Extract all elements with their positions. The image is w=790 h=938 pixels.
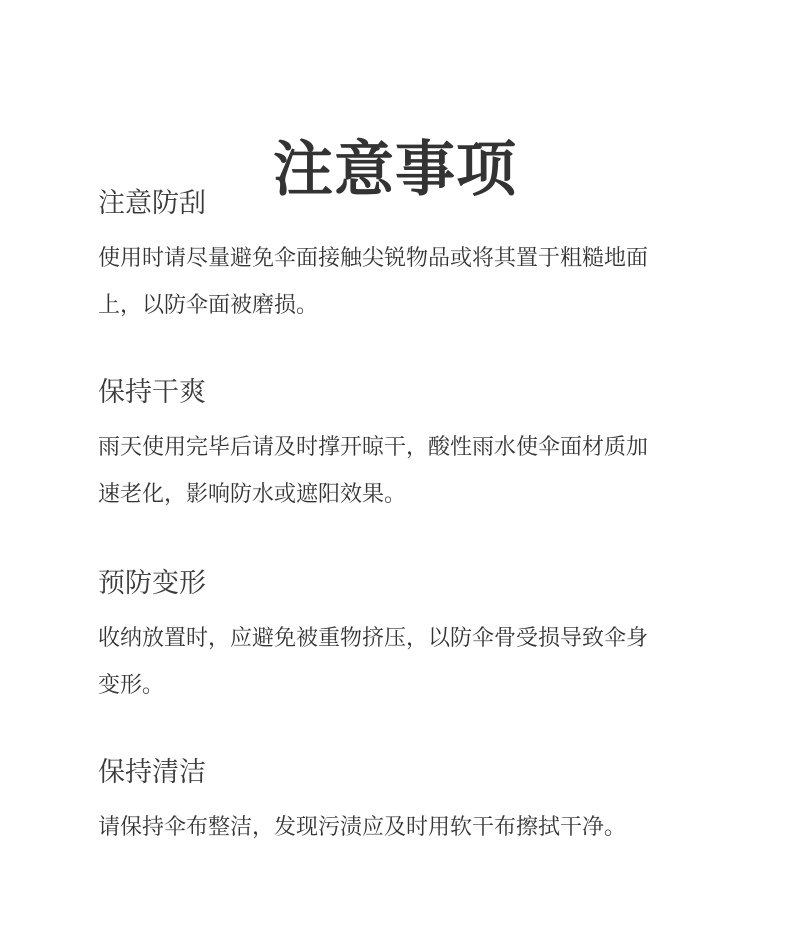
section-keep-clean: [98, 755, 678, 851]
section-heading: 预防变形: [98, 568, 206, 599]
section-heading: 保持清洁: [98, 757, 206, 788]
section-prevent-deformation: [98, 566, 678, 709]
section-body: 收纳放置时，应避免被重物挤压，以防伞骨受损导致伞身变形。: [98, 626, 649, 698]
section-keep-dry: [98, 375, 678, 518]
section-body: 使用时请尽量避免伞面接触尖锐物品或将其置于粗糙地面上，以防伞面被磨损。: [98, 246, 649, 318]
section-body: 雨天使用完毕后请及时撑开晾干，酸性雨水使伞面材质加速老化，影响防水或遮阳效果。: [98, 435, 649, 507]
section-scratch-prevention: [98, 186, 678, 329]
section-body: 请保持伞布整洁，发现污渍应及时用软干布擦拭干净。: [98, 815, 627, 840]
section-heading: 注意防刮: [98, 188, 206, 219]
page-title: 注意事项: [273, 135, 517, 206]
section-heading: 保持干爽: [98, 377, 206, 408]
